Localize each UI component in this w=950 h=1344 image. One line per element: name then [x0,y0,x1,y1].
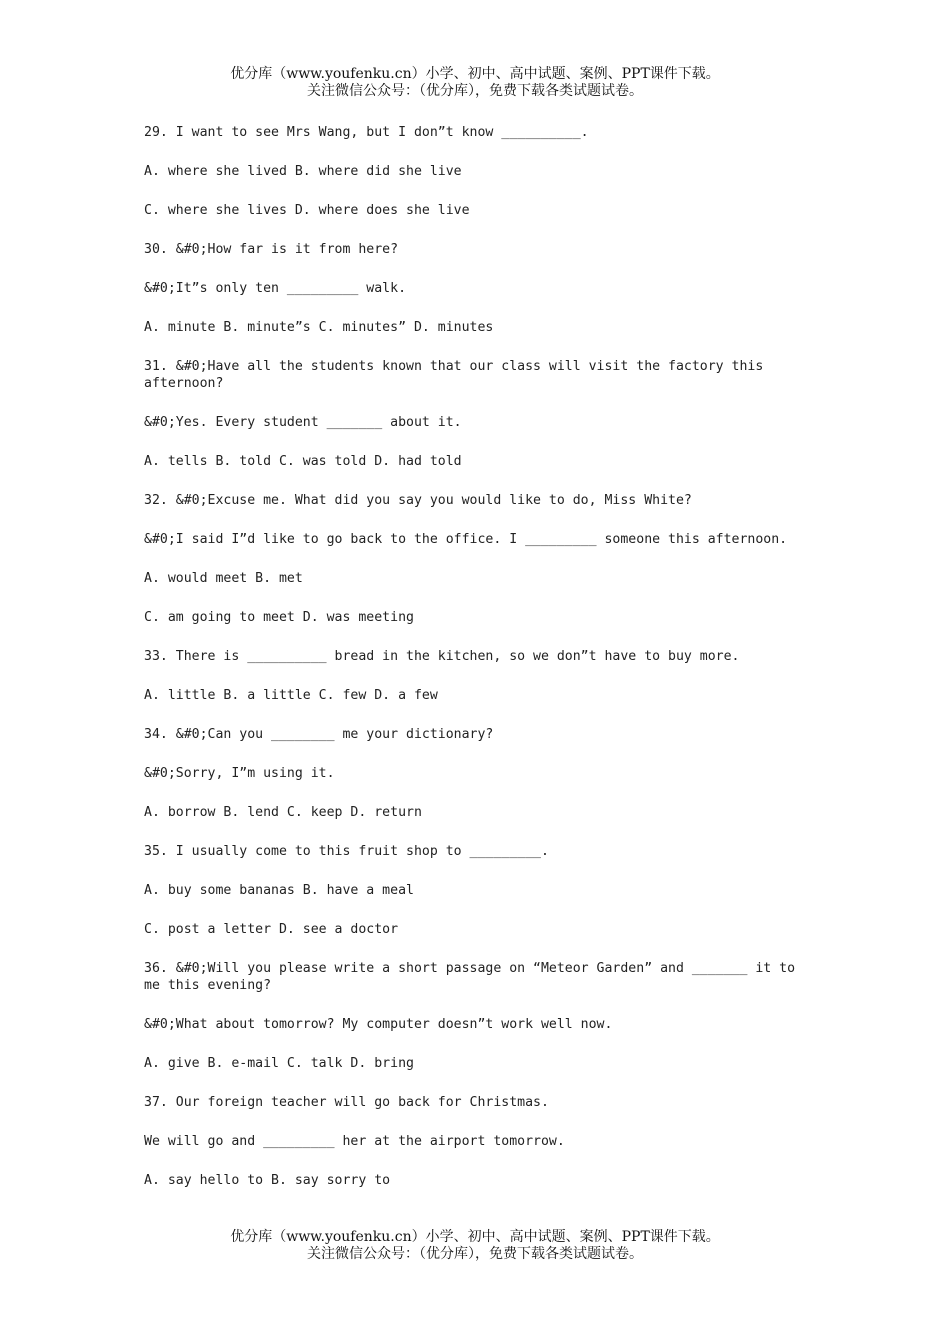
question-34: 34. &#0;Can you ________ me your dictionary? [144,727,494,742]
question-31-options: A. tells B. told C. was told D. had told [144,454,462,469]
question-36-options: A. give B. e-mail C. talk D. bring [144,1056,414,1071]
question-36-response: &#0;What about tomorrow? My computer doesn”t work well now. [144,1017,613,1032]
question-30-options: A. minute B. minute”s C. minutes” D. minutes [144,320,494,335]
question-36: 36. &#0;Will you please write a short passage on “Meteor Garden” and _______ it to me this evening? [144,961,803,993]
question-29-options-ab: A. where she lived B. where did she live [144,164,462,179]
question-34-response: &#0;Sorry, I”m using it. [144,766,335,781]
question-30-response: &#0;It”s only ten _________ walk. [144,281,407,296]
question-33: 33. There is __________ bread in the kitchen, so we don”t have to buy more. [144,649,740,664]
question-34-options: A. borrow B. lend C. keep D. return [144,805,422,820]
question-31: 31. &#0;Have all the students known that our class will visit the factory this afternoon? [144,359,772,391]
question-list [144,124,804,1189]
question-32: 32. &#0;Excuse me. What did you say you would like to do, Miss White? [144,493,692,508]
question-32-options-cd: C. am going to meet D. was meeting [144,610,414,625]
header-line-2: 关注微信公众号：（优分库），免费下载各类试题试卷。 [307,83,643,99]
question-32-response: &#0;I said I”d like to go back to the office. I _________ someone this afternoon. [144,532,788,547]
question-35-options-cd: C. post a letter D. see a doctor [144,922,399,937]
page-header [0,66,950,100]
question-31-response: &#0;Yes. Every student _______ about it. [144,415,462,430]
question-35-options-ab: A. buy some bananas B. have a meal [144,883,414,898]
question-37: 37. Our foreign teacher will go back for Christmas. [144,1095,549,1110]
header-line-1: 优分库（www.youfenku.cn）小学、初中、高中试题、案例、PPT课件下载。 [230,66,720,82]
footer-line-2: 关注微信公众号：（优分库），免费下载各类试题试卷。 [307,1246,643,1262]
question-35: 35. I usually come to this fruit shop to _________. [144,844,549,859]
question-33-options: A. little B. a little C. few D. a few [144,688,438,703]
page-footer [0,1229,950,1263]
question-29-options-cd: C. where she lives D. where does she live [144,203,470,218]
footer-line-1: 优分库（www.youfenku.cn）小学、初中、高中试题、案例、PPT课件下载。 [230,1229,720,1245]
question-32-options-ab: A. would meet B. met [144,571,303,586]
question-37-options-ab: A. say hello to B. say sorry to [144,1173,391,1188]
question-30: 30. &#0;How far is it from here? [144,242,399,257]
question-29: 29. I want to see Mrs Wang, but I don”t know __________. [144,125,589,140]
question-37-continued: We will go and _________ her at the airport tomorrow. [144,1134,565,1149]
